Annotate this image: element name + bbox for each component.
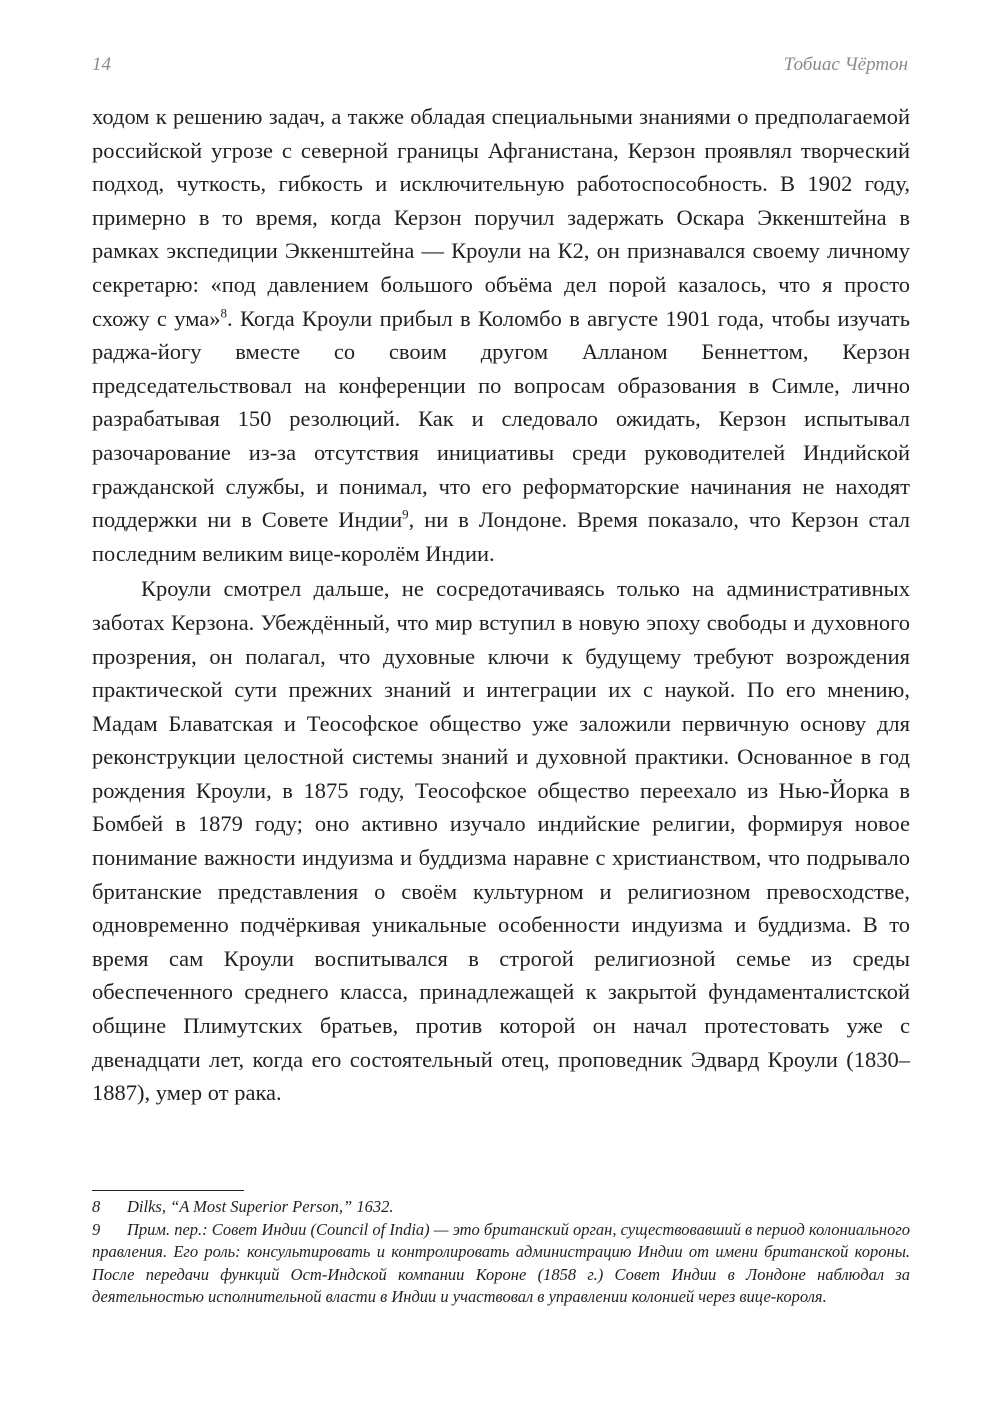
paragraph-1-part-b: . Когда Кроули прибыл в Коломбо в августе 1901 года, чтобы изучать раджа-йогу вместе со своим другом Алланом Беннеттом, Керзон председательствовал на конференции по вопросам образования в Симле, лично разрабатывая 150 резолюций. Как и следовало ожидать, Керзон испытывал разочарование из-за отсутствия инициативы среди руководителей Индийской гражданской службы, и понимал, что его реформаторские начинания не находят поддержки ни в Совете Индии xyxy=(92,305,910,533)
paragraph-1 xyxy=(92,100,910,570)
footnote-number: 9 xyxy=(92,1219,101,1239)
paragraph-1-part-c: , ни в Лондоне. Время показало, что Керзон стал последним великим вице-королём Индии. xyxy=(92,507,910,566)
footnote-number: 8 xyxy=(92,1197,101,1216)
footnote-8 xyxy=(92,1196,910,1219)
footnote-text: Прим. пер.: Совет Индии (Council of India) — это британский орган, существовавший в период колониального правления. Его роль: консультировать и контролировать администрацию Индии от имени британской короны. После передачи функций Ост-Индской компании Короне (1858 г.) Совет Индии в Лондоне наблюдал за деятельностью исполнительной власти в Индии и участвовал в управлении колонией через вице-короля. xyxy=(92,1219,911,1306)
paragraph-1-part-a: ходом к решению задач, а также обладая специальными знаниями о предполагаемой российской угрозе с северной границы Афганистана, Керзон проявлял творческий подход, чуткость, гибкость и исключительную работоспособность. В 1902 году, примерно в то время, когда Керзон поручил задержать Оскара Эккенштейна в рамках экспедиции Эккенштейна — Кроули на К2, он признавался своему личному секретарю: «под давлением большого объёма дел порой казалось, что я просто схожу с ума» xyxy=(92,104,910,331)
footnote-divider xyxy=(92,1190,244,1191)
paragraph-2: Кроули смотрел дальше, не сосредотачиваясь только на административных заботах Керзона. Убеждённый, что мир вступил в новую эпоху свободы и духовного прозрения, он полагал, что духовные ключи к будущему требуют возрождения практической сути прежних знаний и интеграции их с наукой. По его мнению, Мадам Блаватская и Теософское общество уже заложили первичную основу для реконструкции целостной системы знаний и духовной практики. Основанное в год рождения Кроули, в 1875 году, Теософское общество переехало из Нью-Йорка в Бомбей в 1879 году; оно активно изучало индийские религии, формируя новое понимание важности индуизма и буддизма наравне с христианством, что подрывало британские представления о своём культурном и религиозном превосходстве, одновременно подчёркивая уникальные особенности индуизма и буддизма. В то время сам Кроули воспитывался в строгой религиозной семье из среды обеспеченного среднего класса, принадлежащей к закрытой фундаменталистской общине Плимутских братьев, против которой он начал протестовать уже с двенадцати лет, когда его состоятельный отец, проповедник Эдвард Кроули (1830–1887), умер от рака. xyxy=(92,576,910,1106)
footnote-9 xyxy=(92,1219,910,1309)
footnote-ref-9: 9 xyxy=(402,506,409,522)
footnote-ref-8: 8 xyxy=(220,305,228,321)
main-text xyxy=(92,100,910,1110)
page-number: 14 xyxy=(92,54,111,75)
footnotes xyxy=(92,1196,910,1309)
running-header-author: Тобиас Чёртон xyxy=(783,54,908,75)
footnote-text: Dilks, “A Most Superior Person,” 1632. xyxy=(127,1197,394,1216)
